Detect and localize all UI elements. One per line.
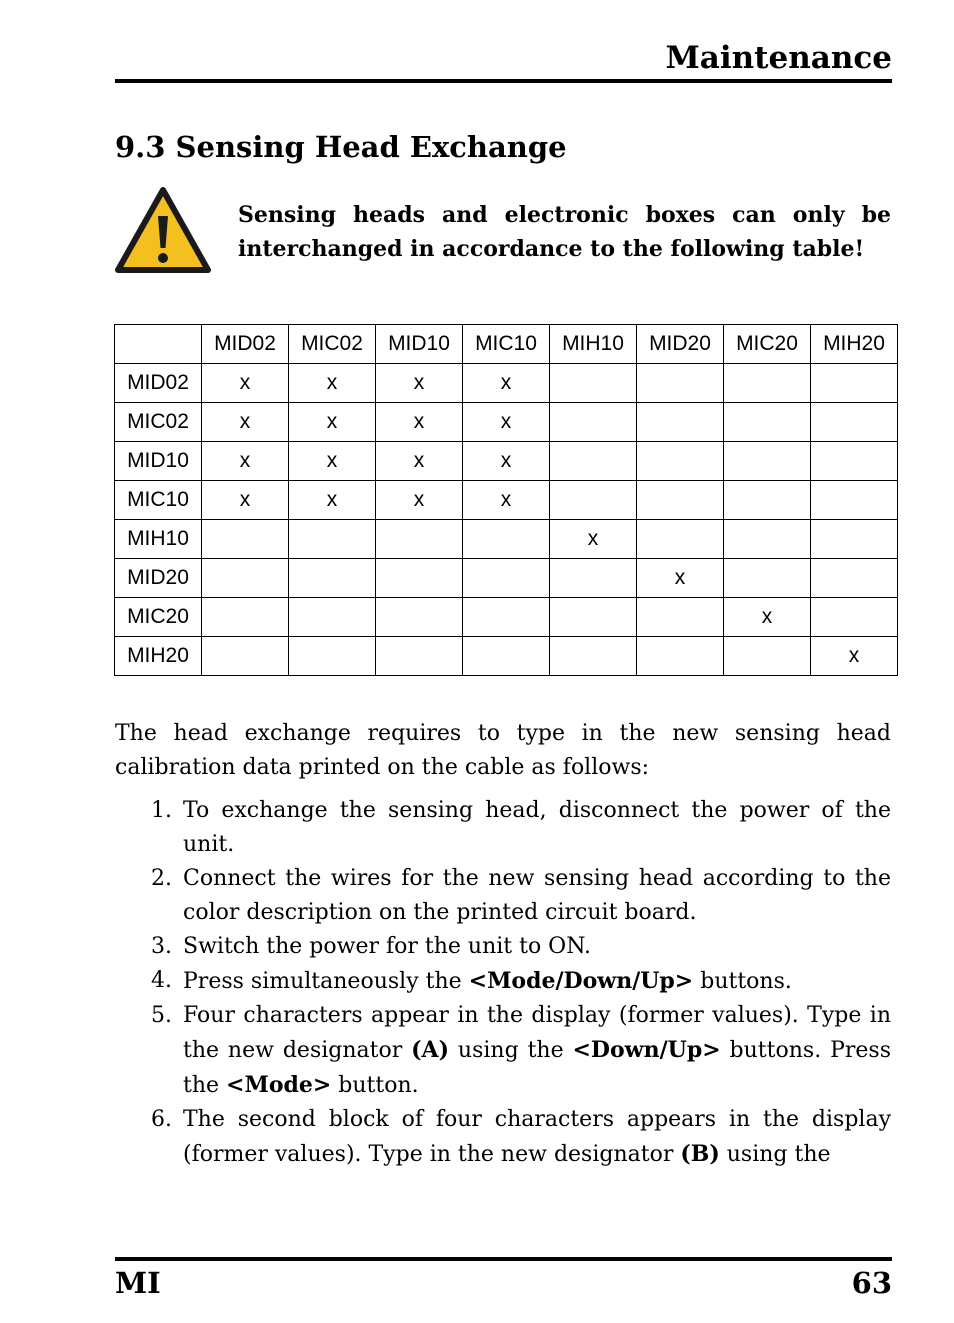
table-cell (637, 481, 724, 520)
table-corner-cell (115, 325, 202, 364)
list-item-number: 5. (151, 1003, 172, 1028)
table-cell: x (202, 442, 289, 481)
list-item-text: To exchange the sensing head, disconnect the power of the unit. (183, 798, 891, 857)
row-header: MIH20 (115, 637, 202, 676)
table-cell (289, 637, 376, 676)
table-cell (550, 481, 637, 520)
list-item-text: buttons. Press the (183, 1038, 891, 1098)
table-cell (550, 637, 637, 676)
table-cell: x (376, 442, 463, 481)
section-title: 9.3 Sensing Head Exchange (115, 130, 567, 164)
table-cell (463, 598, 550, 637)
footer-rule (115, 1257, 892, 1261)
table-cell: x (289, 442, 376, 481)
list-item-number: 1. (151, 798, 172, 823)
table-row (115, 637, 898, 676)
list-item (115, 794, 891, 862)
table-cell (376, 520, 463, 559)
table-cell: x (202, 403, 289, 442)
list-item-text: Four characters appear in the display (former values). Type in the new designator (183, 1003, 891, 1063)
table-cell (724, 637, 811, 676)
table-row (115, 442, 898, 481)
row-header: MIC02 (115, 403, 202, 442)
table-cell (376, 637, 463, 676)
table-cell (202, 598, 289, 637)
emphasized-text: <Mode/Down/Up> (468, 968, 694, 994)
table-cell: x (202, 481, 289, 520)
table-cell (202, 637, 289, 676)
steps-list (115, 794, 891, 1172)
header-rule (115, 79, 892, 83)
list-item-text: using the (449, 1038, 573, 1063)
table-cell (289, 598, 376, 637)
list-item-text: button. (331, 1073, 419, 1098)
table-cell (724, 559, 811, 598)
table-cell (724, 481, 811, 520)
table-cell: x (463, 403, 550, 442)
table-cell: x (289, 481, 376, 520)
table-cell: x (463, 364, 550, 403)
table-row (115, 481, 898, 520)
table-cell (550, 442, 637, 481)
list-item-text: Switch the power for the unit to ON. (183, 934, 592, 959)
table-cell (376, 559, 463, 598)
row-header: MIC20 (115, 598, 202, 637)
table-cell (376, 598, 463, 637)
row-header: MIC10 (115, 481, 202, 520)
table-cell (811, 403, 898, 442)
intro-paragraph: The head exchange requires to type in the new sensing head calibration data printed on the cable as follows: (115, 721, 891, 780)
table-cell (463, 520, 550, 559)
list-item-number: 2. (151, 866, 172, 891)
header-title: Maintenance (665, 40, 892, 76)
emphasized-text: (A) (411, 1037, 450, 1063)
list-item-number: 6. (151, 1107, 172, 1132)
column-header: MID02 (202, 325, 289, 364)
table-cell: x (289, 364, 376, 403)
table-cell (811, 598, 898, 637)
table-row (115, 598, 898, 637)
list-item (115, 999, 891, 1103)
warning-text: Sensing heads and electronic boxes can only be interchanged in accordance to the following table! (238, 202, 891, 262)
table-row (115, 403, 898, 442)
table-cell (724, 364, 811, 403)
table-cell: x (376, 481, 463, 520)
table-cell: x (202, 364, 289, 403)
compatibility-table (114, 324, 898, 676)
table-cell (289, 520, 376, 559)
table-cell (202, 520, 289, 559)
emphasized-text: <Mode> (226, 1072, 332, 1098)
table-cell (811, 442, 898, 481)
table-cell (550, 364, 637, 403)
column-header: MIH10 (550, 325, 637, 364)
list-item-text: The second block of four characters appears in the display (former values). Type in the new designator (183, 1107, 891, 1167)
table-cell (637, 598, 724, 637)
table-cell (811, 481, 898, 520)
table-cell (811, 559, 898, 598)
column-header: MID20 (637, 325, 724, 364)
column-header: MIH20 (811, 325, 898, 364)
table-cell (637, 403, 724, 442)
list-item-number: 4. (151, 968, 172, 993)
page-number: 63 (851, 1266, 892, 1300)
list-item-text: Connect the wires for the new sensing head according to the color description on the printed circuit board. (183, 866, 891, 925)
table-row (115, 520, 898, 559)
table-cell: x (811, 637, 898, 676)
table-cell (550, 559, 637, 598)
table-cell: x (376, 403, 463, 442)
table-cell (811, 520, 898, 559)
column-header: MIC02 (289, 325, 376, 364)
table-cell (463, 559, 550, 598)
list-item-text: buttons. (693, 969, 792, 994)
table-cell (637, 442, 724, 481)
table-header-row (115, 325, 898, 364)
emphasized-text: (B) (680, 1141, 720, 1167)
column-header: MID10 (376, 325, 463, 364)
row-header: MIH10 (115, 520, 202, 559)
table-cell (637, 364, 724, 403)
table-cell (202, 559, 289, 598)
row-header: MID10 (115, 442, 202, 481)
table-cell (724, 403, 811, 442)
emphasized-text: <Down/Up> (572, 1037, 721, 1063)
list-item-text: using the (719, 1142, 831, 1167)
column-header: MIC10 (463, 325, 550, 364)
table-cell (637, 520, 724, 559)
row-header: MID20 (115, 559, 202, 598)
table-cell (724, 520, 811, 559)
list-item (115, 862, 891, 930)
table-cell: x (463, 481, 550, 520)
table-cell (550, 403, 637, 442)
table-row (115, 364, 898, 403)
table-cell: x (289, 403, 376, 442)
table-cell: x (637, 559, 724, 598)
table-cell (550, 598, 637, 637)
list-item (115, 1103, 891, 1172)
table-cell (724, 442, 811, 481)
table-cell (289, 559, 376, 598)
list-item (115, 930, 891, 964)
list-item (115, 964, 891, 999)
table-cell (463, 637, 550, 676)
list-item-text: Press simultaneously the (183, 969, 469, 994)
list-item-number: 3. (151, 934, 172, 959)
table-cell: x (463, 442, 550, 481)
table-cell: x (724, 598, 811, 637)
table-cell (811, 364, 898, 403)
footer-manual-name: MI (115, 1266, 161, 1300)
table-cell: x (550, 520, 637, 559)
table-cell: x (376, 364, 463, 403)
table-row (115, 559, 898, 598)
row-header: MID02 (115, 364, 202, 403)
warning-icon (114, 186, 212, 274)
column-header: MIC20 (724, 325, 811, 364)
table-cell (637, 637, 724, 676)
